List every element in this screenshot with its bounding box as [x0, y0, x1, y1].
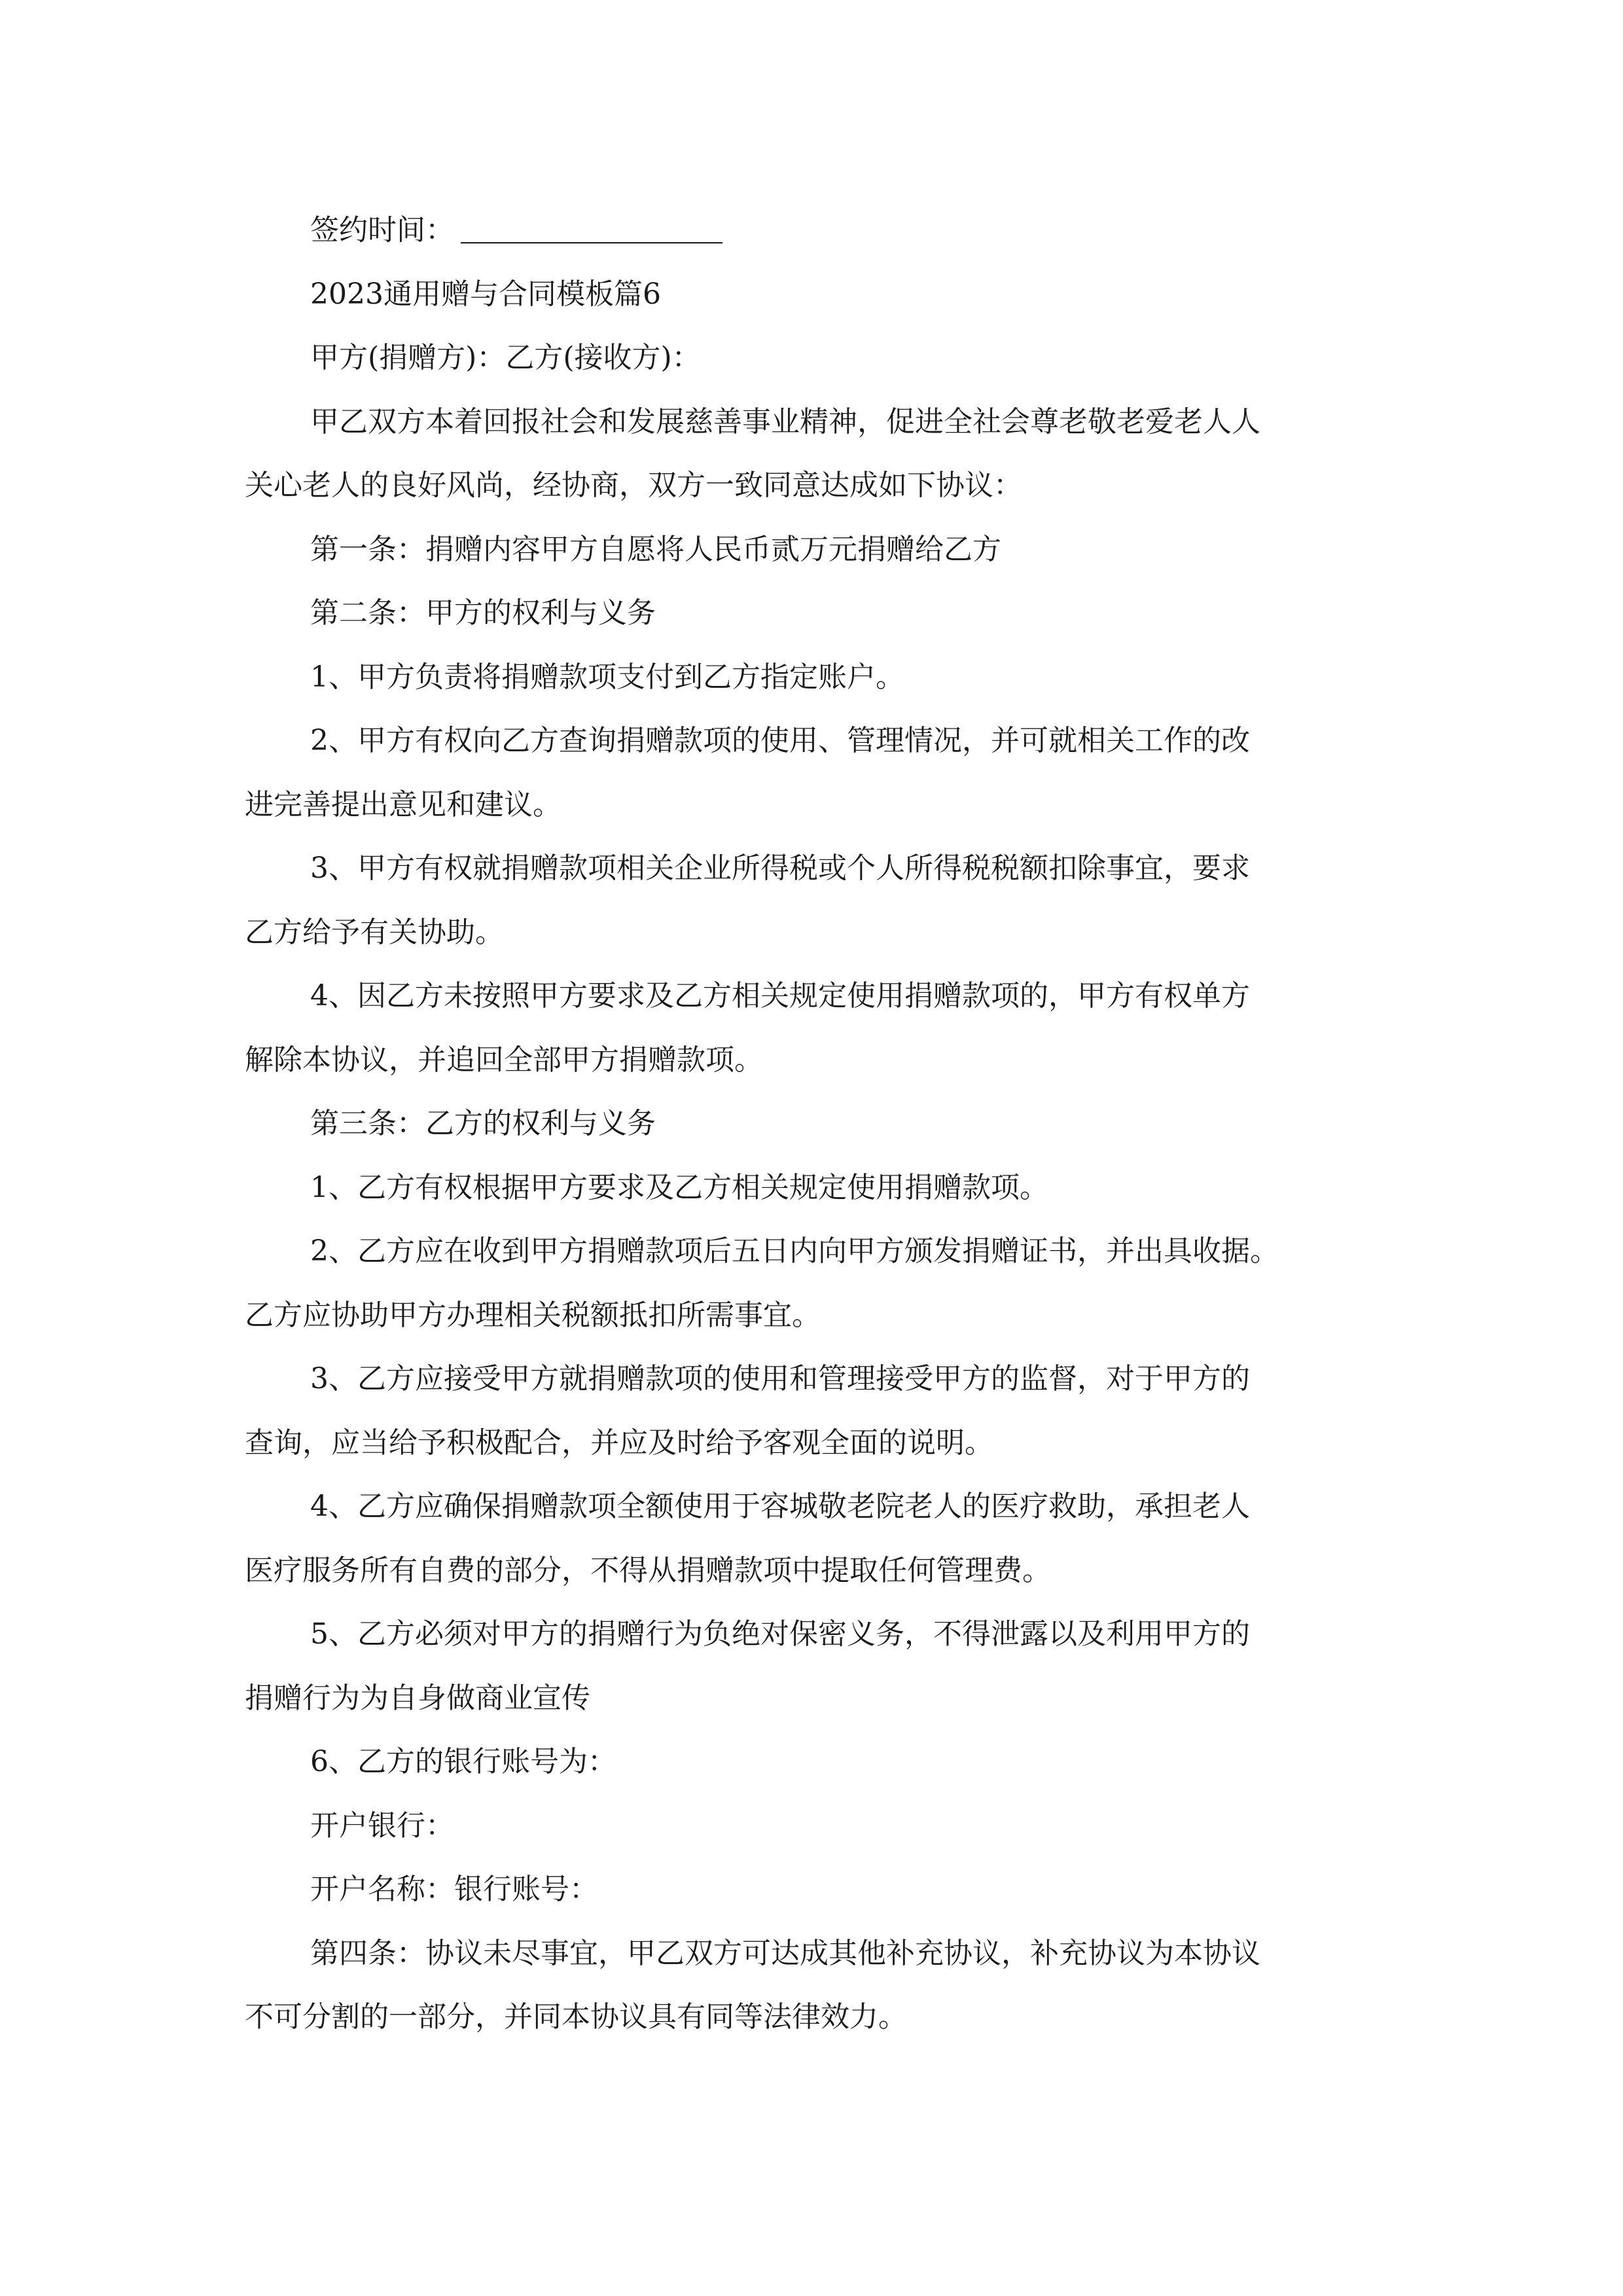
text-line-content: 甲方(捐赠方)：乙方(接收方)：: [310, 341, 701, 374]
text-line: [245, 581, 1397, 645]
text-line: [245, 1922, 1397, 1986]
text-line-content: 3、乙方应接受甲方就捐赠款项的使用和管理接受甲方的监督，对于甲方的: [310, 1362, 1250, 1395]
text-line: [245, 1985, 1397, 2049]
text-line-content: 2、乙方应在收到甲方捐赠款项后五日内向甲方颁发捐赠证书，并出具收据。: [310, 1234, 1279, 1268]
text-line-content: 查询，应当给予积极配合，并应及时给予客观全面的说明。: [245, 1426, 993, 1460]
text-line-content: 4、乙方应确保捐赠款项全额使用于容城敬老院老人的医疗救助，承担老人: [310, 1490, 1250, 1523]
text-line: [245, 709, 1397, 773]
text-line: [245, 326, 1397, 390]
text-line: [245, 645, 1397, 709]
text-line: [245, 390, 1397, 454]
text-line-content: 第二条：甲方的权利与义务: [310, 596, 656, 630]
text-line-content: 乙方应协助甲方办理相关税额抵扣所需事宜。: [245, 1298, 821, 1332]
document-body: [245, 198, 1397, 2049]
text-line: [245, 836, 1397, 901]
text-line: [245, 1602, 1397, 1666]
text-line-content: 解除本协议，并追回全部甲方捐赠款项。: [245, 1043, 763, 1077]
text-line: [245, 1857, 1397, 1922]
text-line: [245, 1666, 1397, 1731]
text-line-content: 捐赠行为为自身做商业宣传: [245, 1681, 590, 1715]
text-line-content: 4、因乙方未按照甲方要求及乙方相关规定使用捐赠款项的，甲方有权单方: [310, 979, 1250, 1013]
text-line: [245, 964, 1397, 1028]
text-line: [245, 1028, 1397, 1092]
text-line-content: 1、乙方有权根据甲方要求及乙方相关规定使用捐赠款项。: [310, 1170, 1048, 1204]
text-line-content: 甲乙双方本着回报社会和发展慈善事业精神，促进全社会尊老敬老爱老人人: [310, 404, 1260, 439]
text-line-content: 签约时间：: [310, 213, 454, 247]
text-line: [245, 1539, 1397, 1603]
text-line-content: 关心老人的良好风尚，经协商，双方一致同意达成如下协议：: [245, 469, 1022, 502]
text-line: [245, 1730, 1397, 1794]
text-line-content: 第四条：协议未尽事宜，甲乙双方可达成其他补充协议，补充协议为本协议: [310, 1936, 1260, 1970]
text-line-content: 6、乙方的银行账号为：: [310, 1745, 616, 1778]
text-line: [245, 1794, 1397, 1858]
text-line: [245, 773, 1397, 837]
text-line: [245, 1475, 1397, 1539]
text-line-content: 1、甲方负责将捐赠款项支付到乙方指定账户。: [310, 660, 904, 694]
signature-date-blank: [461, 216, 722, 243]
text-line-content: 第一条：捐赠内容甲方自愿将人民币贰万元捐赠给乙方: [310, 532, 1001, 566]
text-line-content: 5、乙方必须对甲方的捐赠行为负绝对保密义务，不得泄露以及利用甲方的: [310, 1617, 1250, 1651]
text-line: [245, 1347, 1397, 1411]
text-line-content: 进完善提出意见和建议。: [245, 787, 562, 821]
text-line: [245, 1219, 1397, 1283]
text-line-content: 2023通用赠与合同模板篇6: [310, 277, 661, 311]
text-line-content: 乙方给予有关协助。: [245, 915, 504, 949]
text-line-content: 医疗服务所有自费的部分，不得从捐赠款项中提取任何管理费。: [245, 1553, 1051, 1587]
text-line: [245, 518, 1397, 582]
text-line: [245, 262, 1397, 327]
text-line: [245, 1411, 1397, 1475]
text-line: [245, 1092, 1397, 1156]
text-line-content: 开户银行：: [310, 1808, 454, 1842]
text-line: [245, 901, 1397, 965]
text-line-content: 第三条：乙方的权利与义务: [310, 1107, 656, 1140]
text-line-content: 2、甲方有权向乙方查询捐赠款项的使用、管理情况，并可就相关工作的改: [310, 724, 1250, 757]
text-line: [245, 1156, 1397, 1220]
text-line: [245, 198, 1397, 262]
text-line-content: 不可分割的一部分，并同本协议具有同等法律效力。: [245, 2000, 907, 2034]
text-line: [245, 1283, 1397, 1348]
text-line-content: 3、甲方有权就捐赠款项相关企业所得税或个人所得税税额扣除事宜，要求: [310, 852, 1250, 885]
text-line-content: 开户名称：银行账号：: [310, 1873, 598, 1906]
text-line: [245, 454, 1397, 518]
